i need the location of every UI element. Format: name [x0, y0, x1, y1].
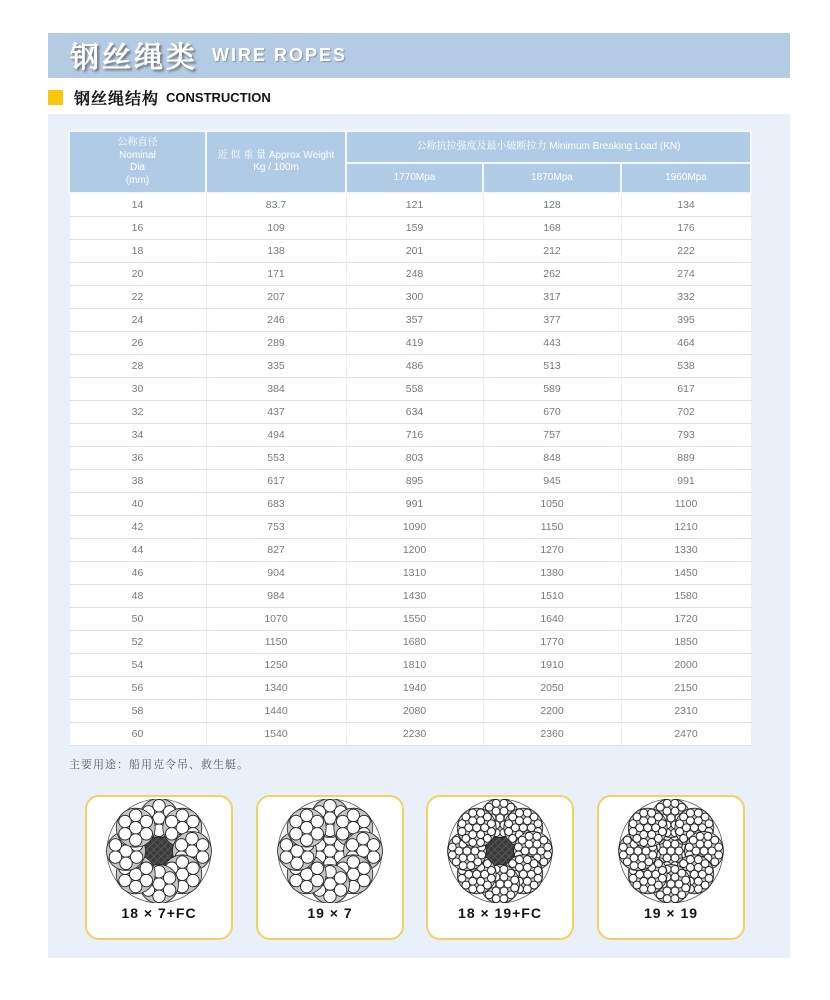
table-row — [69, 723, 751, 746]
table-row — [69, 585, 751, 608]
table-cell: 121 — [346, 193, 483, 217]
section-title-en: CONSTRUCTION — [166, 90, 271, 105]
table-cell: 159 — [346, 217, 483, 240]
table-cell: 46 — [69, 562, 206, 585]
table-cell: 1150 — [206, 631, 346, 654]
table-cell: 1330 — [621, 539, 751, 562]
table-row — [69, 447, 751, 470]
table-cell: 2000 — [621, 654, 751, 677]
table-cell: 1250 — [206, 654, 346, 677]
table-cell: 702 — [621, 401, 751, 424]
table-row — [69, 332, 751, 355]
table-cell: 52 — [69, 631, 206, 654]
table-cell: 357 — [346, 309, 483, 332]
table-cell: 30 — [69, 378, 206, 401]
table-cell: 2150 — [621, 677, 751, 700]
rope-construction-label: 18 × 7+FC — [121, 905, 197, 921]
table-cell: 558 — [346, 378, 483, 401]
table-cell: 803 — [346, 447, 483, 470]
table-cell: 201 — [346, 240, 483, 263]
table-row — [69, 240, 751, 263]
table-cell: 332 — [621, 286, 751, 309]
table-row — [69, 654, 751, 677]
col-header-approx-weight — [206, 131, 346, 193]
table-row — [69, 193, 751, 217]
table-cell: 437 — [206, 401, 346, 424]
table-cell: 443 — [483, 332, 621, 355]
table-cell: 1940 — [346, 677, 483, 700]
table-row — [69, 217, 751, 240]
table-cell: 138 — [206, 240, 346, 263]
table-cell: 1380 — [483, 562, 621, 585]
rope-construction-label: 18 × 19+FC — [458, 905, 542, 921]
table-cell: 56 — [69, 677, 206, 700]
table-cell: 904 — [206, 562, 346, 585]
table-cell: 109 — [206, 217, 346, 240]
rope-card — [85, 795, 233, 940]
table-row — [69, 677, 751, 700]
rope-card — [256, 795, 404, 940]
table-cell: 171 — [206, 263, 346, 286]
yellow-bullet-icon — [48, 90, 63, 105]
rope-cross-section-diagram — [268, 799, 392, 903]
table-cell: 1720 — [621, 608, 751, 631]
table-row — [69, 700, 751, 723]
col-header-breaking-load-group: 公称抗拉强度及最小破断拉力 Minimum Breaking Load (KN) — [346, 131, 751, 163]
header-line: Dia — [129, 162, 145, 173]
usage-note: 主要用途：船用克令吊、救生艇。 — [69, 759, 249, 771]
table-cell: 1910 — [483, 654, 621, 677]
table-cell: 207 — [206, 286, 346, 309]
table-cell: 538 — [621, 355, 751, 378]
banner-title-en: WIRE ROPES — [212, 45, 348, 65]
table-cell: 58 — [69, 700, 206, 723]
table-cell: 2310 — [621, 700, 751, 723]
table-row — [69, 401, 751, 424]
table-cell: 984 — [206, 585, 346, 608]
header-line: 近 似 重 量 Approx Weight — [217, 149, 335, 161]
table-cell: 2230 — [346, 723, 483, 746]
table-cell: 991 — [346, 493, 483, 516]
table-cell: 18 — [69, 240, 206, 263]
table-row — [69, 470, 751, 493]
table-cell: 553 — [206, 447, 346, 470]
section-heading — [48, 86, 271, 109]
table-cell: 793 — [621, 424, 751, 447]
table-cell: 1090 — [346, 516, 483, 539]
table-cell: 32 — [69, 401, 206, 424]
table-cell: 40 — [69, 493, 206, 516]
table-cell: 14 — [69, 193, 206, 217]
table-cell: 36 — [69, 447, 206, 470]
table-cell: 395 — [621, 309, 751, 332]
col-header-1960mpa: 1960Mpa — [621, 163, 751, 193]
table-cell: 494 — [206, 424, 346, 447]
table-cell: 246 — [206, 309, 346, 332]
table-cell: 16 — [69, 217, 206, 240]
table-cell: 22 — [69, 286, 206, 309]
table-cell: 222 — [621, 240, 751, 263]
rope-construction-label: 19 × 7 — [307, 905, 353, 921]
table-cell: 848 — [483, 447, 621, 470]
table-cell: 1270 — [483, 539, 621, 562]
table-row — [69, 378, 751, 401]
table-row — [69, 516, 751, 539]
table-cell: 2050 — [483, 677, 621, 700]
table-row — [69, 562, 751, 585]
table-cell: 317 — [483, 286, 621, 309]
table-cell: 24 — [69, 309, 206, 332]
table-cell: 54 — [69, 654, 206, 677]
table-cell: 419 — [346, 332, 483, 355]
rope-construction-label: 19 × 19 — [643, 905, 699, 921]
table-cell: 20 — [69, 263, 206, 286]
header-line: (mm) — [125, 174, 150, 186]
table-cell: 634 — [346, 401, 483, 424]
table-cell: 1340 — [206, 677, 346, 700]
table-cell: 513 — [483, 355, 621, 378]
table-cell: 377 — [483, 309, 621, 332]
rope-card — [426, 795, 574, 940]
col-header-1770mpa: 1770Mpa — [346, 163, 483, 193]
table-row — [69, 263, 751, 286]
table-cell: 274 — [621, 263, 751, 286]
page-banner — [48, 33, 790, 78]
table-cell: 28 — [69, 355, 206, 378]
table-cell: 827 — [206, 539, 346, 562]
table-cell: 617 — [621, 378, 751, 401]
rope-cross-section-diagram — [97, 799, 221, 903]
table-cell: 1770 — [483, 631, 621, 654]
table-cell: 1640 — [483, 608, 621, 631]
table-cell: 1540 — [206, 723, 346, 746]
table-cell: 2080 — [346, 700, 483, 723]
table-cell: 176 — [621, 217, 751, 240]
table-cell: 1510 — [483, 585, 621, 608]
table-cell: 34 — [69, 424, 206, 447]
table-cell: 50 — [69, 608, 206, 631]
content-panel — [48, 114, 790, 958]
table-cell: 1810 — [346, 654, 483, 677]
rope-card — [597, 795, 745, 940]
table-cell: 2360 — [483, 723, 621, 746]
table-cell: 134 — [621, 193, 751, 217]
table-cell: 248 — [346, 263, 483, 286]
table-cell: 335 — [206, 355, 346, 378]
table-cell: 1450 — [621, 562, 751, 585]
table-cell: 38 — [69, 470, 206, 493]
table-cell: 895 — [346, 470, 483, 493]
rope-cross-section-diagram — [438, 799, 562, 903]
table-cell: 168 — [483, 217, 621, 240]
table-cell: 486 — [346, 355, 483, 378]
table-row — [69, 424, 751, 447]
header-line: Nominal — [119, 149, 156, 161]
table-cell: 1150 — [483, 516, 621, 539]
section-title-zh: 钢丝绳结构 — [74, 91, 160, 108]
table-cell: 670 — [483, 401, 621, 424]
table-cell: 1210 — [621, 516, 751, 539]
table-cell: 1050 — [483, 493, 621, 516]
table-cell: 945 — [483, 470, 621, 493]
table-cell: 753 — [206, 516, 346, 539]
table-cell: 26 — [69, 332, 206, 355]
table-cell: 617 — [206, 470, 346, 493]
table-cell: 1440 — [206, 700, 346, 723]
wire-rope-spec-table — [68, 130, 752, 746]
table-row — [69, 608, 751, 631]
table-cell: 991 — [621, 470, 751, 493]
header-line: 公称直径 — [117, 137, 158, 148]
table-cell: 289 — [206, 332, 346, 355]
table-cell: 1680 — [346, 631, 483, 654]
table-cell: 83.7 — [206, 193, 346, 217]
rope-cross-section-diagram — [609, 799, 733, 903]
table-row — [69, 539, 751, 562]
table-cell: 1550 — [346, 608, 483, 631]
table-cell: 716 — [346, 424, 483, 447]
table-body — [69, 193, 751, 746]
table-cell: 262 — [483, 263, 621, 286]
header-line: Kg / 100m — [253, 162, 299, 173]
table-cell: 1850 — [621, 631, 751, 654]
banner-title-zh: 钢丝绳类 — [70, 42, 199, 74]
table-cell: 128 — [483, 193, 621, 217]
table-cell: 1580 — [621, 585, 751, 608]
table-cell: 1310 — [346, 562, 483, 585]
table-cell: 1430 — [346, 585, 483, 608]
table-cell: 683 — [206, 493, 346, 516]
table-cell: 300 — [346, 286, 483, 309]
table-row — [69, 355, 751, 378]
table-row — [69, 309, 751, 332]
table-cell: 2200 — [483, 700, 621, 723]
table-cell: 60 — [69, 723, 206, 746]
table-cell: 1070 — [206, 608, 346, 631]
table-cell: 1200 — [346, 539, 483, 562]
table-cell: 48 — [69, 585, 206, 608]
table-cell: 212 — [483, 240, 621, 263]
table-cell: 1100 — [621, 493, 751, 516]
table-cell: 2470 — [621, 723, 751, 746]
table-cell: 42 — [69, 516, 206, 539]
table-cell: 464 — [621, 332, 751, 355]
table-cell: 889 — [621, 447, 751, 470]
table-row — [69, 631, 751, 654]
table-cell: 44 — [69, 539, 206, 562]
col-header-1870mpa: 1870Mpa — [483, 163, 621, 193]
table-row — [69, 493, 751, 516]
table-cell: 757 — [483, 424, 621, 447]
table-cell: 589 — [483, 378, 621, 401]
table-cell: 384 — [206, 378, 346, 401]
table-row — [69, 286, 751, 309]
col-header-nominal-dia — [69, 131, 206, 193]
